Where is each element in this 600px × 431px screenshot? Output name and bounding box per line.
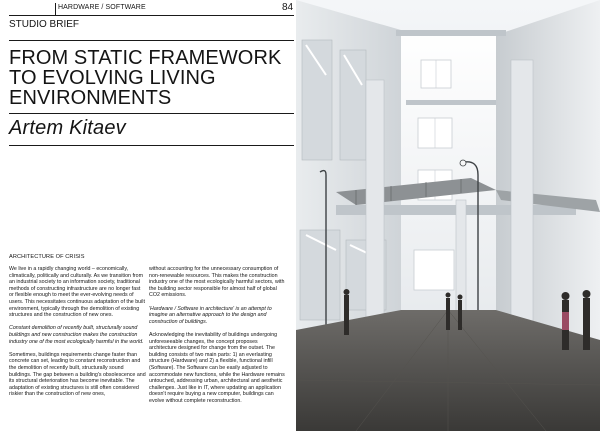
title-top-rule (9, 40, 294, 41)
paragraph-italic: Constant demolition of recently built, structurally sound buildings and new construction makes the construction industry one of the most ecologically harmful in the world. (9, 325, 144, 345)
studio-brief-label: STUDIO BRIEF (9, 19, 80, 30)
atrium-interior-image (296, 0, 600, 431)
running-header: HARDWARE / SOFTWARE (58, 4, 146, 11)
architectural-rendering (296, 0, 600, 431)
paragraph-italic: 'Hardware / Software in architecture' is an attempt to imagine an alternative approach to the design and construction of buildings. (149, 305, 272, 325)
article-title: FROM STATIC FRAMEWORK TO EVOLVING LIVING ENVIRONMENTS (9, 47, 282, 109)
body-column-2 (149, 266, 286, 411)
paragraph: without accounting for the unnecessary consumption of non-renewable resources. This makes the construction industry one of the most ecologically harmful sectors, with the building sector responsible for almost half of global CO2 emissions. (149, 266, 285, 299)
body-column-1 (9, 266, 146, 404)
left-page (0, 0, 296, 431)
paragraph: Acknowledging the inevitability of buildings undergoing unforeseeable changes, the concept proposes architecture designed for change from the outset. The building consists of two main parts: 1) an everlasting structure (Hardware) and 2) a flexible, functional infill (Software). The Software can be easily adjusted to accommodate new functions, while the Hardware remains untouched, addressing urban, architectural and aesthetic challenges. Just like in IT, where updating an application doesn't require buying a new computer, buildings can evolve without complete reconstruction. (149, 331, 285, 404)
paragraph: Sometimes, buildings requirements change faster than concrete can set, leading to constant reconstruction and the demolition of recently built, structurally sound buildings. The gap between a building's obsolescence and its structural deterioration has become inevitable. The adaptation of existing structures is still often considered riskier than the construction of new ones, (9, 351, 146, 398)
title-bottom-rule (9, 113, 294, 114)
paragraph: We live in a rapidly changing world – economically, climatically, politically and culturally. As we transition from an industrial society to an information society, traditional methods of constructing infrastructure are no longer fast or flexible enough to meet the ever-evolving needs of users. This necessitates continuous adaptation of the built environment, typically through the demolition of existing structures and the construction of new ones. (9, 266, 145, 319)
section-divider-tick (55, 3, 56, 16)
section-subheading: ARCHITECTURE OF CRISIS (9, 254, 85, 260)
author-name: Artem Kitaev (9, 117, 126, 139)
page-number: 84 (282, 2, 294, 13)
header-rule (9, 15, 294, 16)
author-rule (9, 145, 294, 146)
